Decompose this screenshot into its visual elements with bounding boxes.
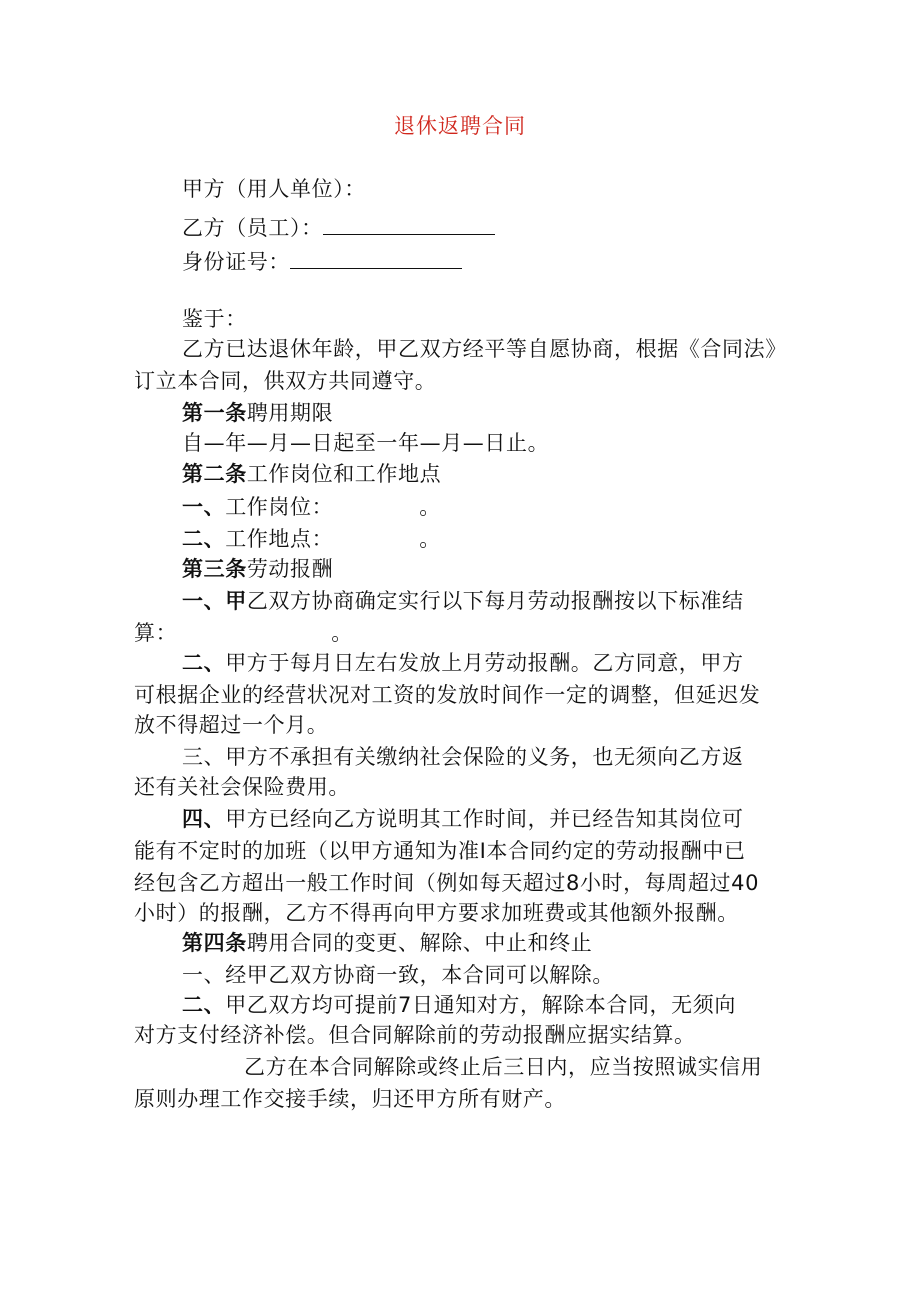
article4-heading [182,928,794,958]
article1-title: 聘用期限 [246,401,334,425]
party-b-blank [323,212,495,235]
article2-item1-end: 。 [419,495,441,519]
article2-heading [182,459,794,489]
article4-p1: 一、经甲乙双方协商一致，本合同可以解除。 [182,963,614,987]
article3-p4-label: 四、 [182,807,226,831]
article2-item2 [182,524,794,554]
article3-p4-line-2: 能有不定时的加班（以甲方通知为准I本合同约定的劳动报酬中已 [134,839,746,863]
article4-p2-label: 二、 [182,993,226,1017]
article4-p3-line-1: 乙方在本合同解除或终止后三日内，应当按照诚实信用 [244,1055,763,1079]
article3-p4-line-4: 小时）的报酬，乙方不得再向甲方要求加班费或其他额外报酬。 [134,901,739,925]
party-b-label: 乙方（员工）： [182,216,323,240]
document-title: 退休返聘合同 [394,114,526,138]
article3-p3-line-1: 三、甲方不承担有关缴纳社会保险的义务，也无须向乙方返 [182,745,744,769]
article2-item1-text: 工作岗位： [225,495,334,519]
preamble-line-1: 乙方已达退休年龄，甲乙双方经平等自愿协商，根据《合同法》 [182,337,787,361]
article2-item2-label: 二、 [182,527,226,551]
party-b-line [182,212,794,243]
article4-label: 第四条 [182,931,247,955]
article3-p2-label: 二、 [182,651,226,675]
article3-p1-label: 一、甲 [182,589,247,613]
article1-heading [182,398,794,428]
article4-p2-line-1 [182,990,794,1020]
id-number-blank [290,246,462,269]
article3-p4-line-3: 经包含乙方超出一般工作时间（例如每天超过8小时，每周超过40 [134,871,760,895]
article4-title: 聘用合同的变更、解除、中止和终止 [246,931,593,955]
article2-item1-label: 一、 [182,495,226,519]
preamble-line-2: 订立本合同，供双方共同遵守。 [134,369,437,393]
article1-label: 第一条 [182,401,247,425]
id-number-label: 身份证号： [182,250,290,274]
party-a-line [182,174,794,204]
article3-p3-line-2: 还有关社会保险费用。 [134,775,350,799]
article3-p2-text: 甲方于每月日左右发放上月劳动报酬。乙方同意，甲方 [225,651,744,675]
article4-p2-line-2: 对方支付经济补偿。但合同解除前的劳动报酬应据实结算。 [134,1023,696,1047]
article3-p1-text: 乙双方协商确定实行以下每月劳动报酬按以下标准结 [246,589,744,613]
article4-p2-text: 甲乙双方均可提前7日通知对方，解除本合同，无须向 [225,993,736,1017]
article3-p1-line-2 [134,618,794,648]
article1-body: 自—年—月—日起至一年—月—日止。 [182,431,550,455]
article4-p3-line-2: 原则办理工作交接手续，归还甲方所有财产。 [134,1087,566,1111]
whereas-line: 鉴于： [182,307,247,331]
article3-p1-end: 。 [331,621,353,645]
article3-p2-line-2: 可根据企业的经营状况对工资的发放时间作一定的调整，但延迟发 [134,683,761,707]
article2-title: 工作岗位和工作地点 [246,462,442,486]
party-a-label: 甲方（用人单位）： [182,177,366,201]
article3-p1-cont: 算： [134,621,178,645]
article2-item2-text: 工作地点： [225,527,334,551]
article3-label: 第三条 [182,557,247,581]
id-number-line [182,246,794,277]
article2-item1 [182,492,794,522]
article3-title: 劳动报酬 [246,557,334,581]
article3-p1-line-1 [182,586,794,616]
article3-p2-line-1 [182,648,794,678]
article3-p2-line-3: 放不得超过一个月。 [134,713,329,737]
article2-label: 第二条 [182,462,247,486]
article3-p4-line-1 [182,804,794,834]
article2-item2-end: 。 [419,527,441,551]
article3-heading [182,554,794,584]
article3-p4-text: 甲方已经向乙方说明其工作时间，并已经告知其岗位可 [225,807,744,831]
